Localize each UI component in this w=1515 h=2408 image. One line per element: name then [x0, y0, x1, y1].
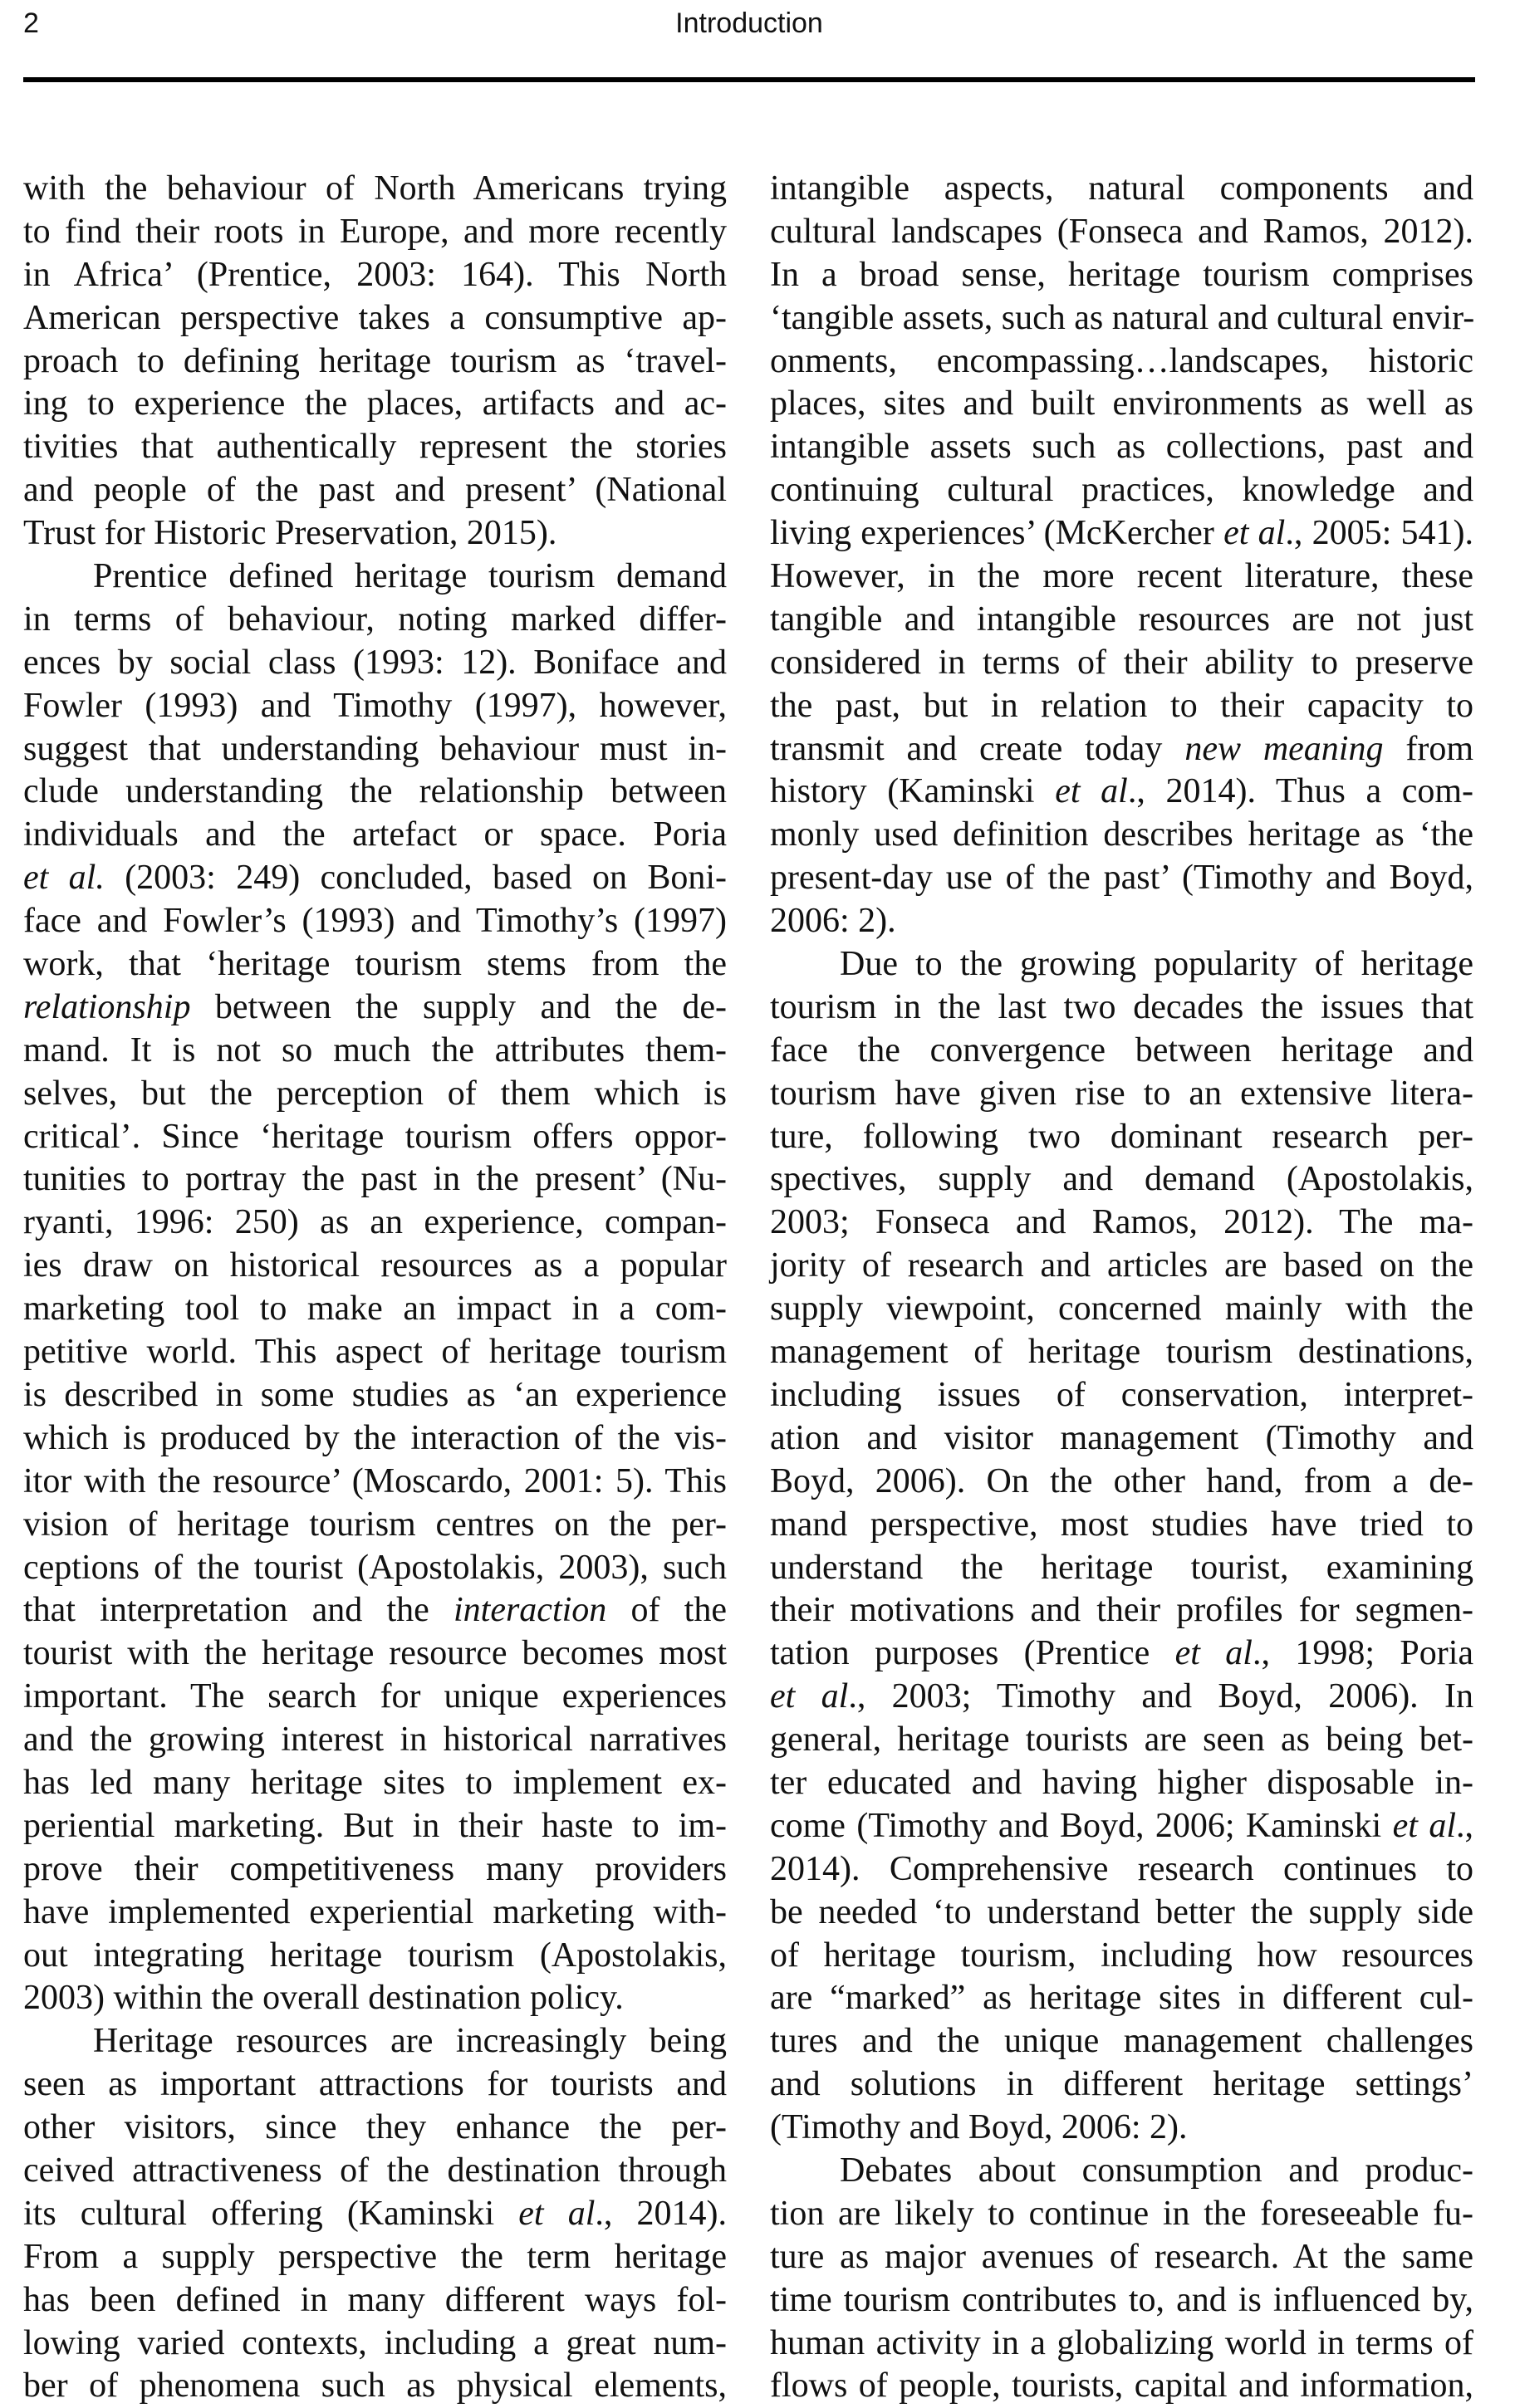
text-line: ceived attractiveness of the destination through: [23, 2151, 727, 2190]
text-line: ing to experience the places, artifacts and ac-: [23, 384, 727, 423]
text-line: ter educated and having higher disposable in-: [770, 1763, 1473, 1802]
text-line: in Africa’ (Prentice, 2003: 164). This North: [23, 255, 727, 294]
text-line: ture, following two dominant research per-: [770, 1117, 1473, 1156]
text-line: From a supply perspective the term heritage: [23, 2237, 727, 2276]
text-line: Debates about consumption and produc-: [840, 2151, 1473, 2190]
text-line: 2014). Comprehensive research continues to: [770, 1849, 1473, 1888]
italic-run: interaction: [453, 1591, 607, 1630]
text-line: which is produced by the interaction of the vis-: [23, 1418, 727, 1457]
text-line: tion are likely to continue in the foreseeable fu-: [770, 2194, 1473, 2233]
text-line: supply viewpoint, concerned mainly with the: [770, 1290, 1473, 1329]
text-line: individuals and the artefact or space. Poria: [23, 815, 727, 854]
italic-run: relationship: [23, 987, 191, 1026]
text-line: 2003; Fonseca and Ramos, 2012). The ma-: [770, 1203, 1473, 1242]
text-line: present-day use of the past’ (Timothy and Boyd,: [770, 859, 1473, 898]
text-line: are “marked” as heritage sites in different cul-: [770, 1979, 1473, 2018]
text-line: to find their roots in Europe, and more recently: [23, 212, 727, 251]
text-line: of heritage tourism, including how resources: [770, 1936, 1473, 1975]
text-line: work, that ‘heritage tourism stems from the: [23, 945, 727, 984]
text-line: management of heritage tourism destinations,: [770, 1333, 1473, 1372]
text-line: Fowler (1993) and Timothy (1997), however,: [23, 686, 727, 725]
text-line: mand perspective, most studies have tried to: [770, 1505, 1473, 1544]
text-line: understand the heritage tourist, examining: [770, 1548, 1473, 1587]
text-line: mand. It is not so much the attributes them-: [23, 1030, 727, 1069]
text-run: its cultural offering (Kaminski: [23, 2194, 519, 2233]
text-line: periential marketing. But in their haste to im-: [23, 1806, 727, 1845]
text-line: critical’. Since ‘heritage tourism offers oppor-: [23, 1117, 727, 1156]
text-run: come (Timothy and Boyd, 2006; Kaminski: [770, 1806, 1393, 1845]
text-line: time tourism contributes to, and is influenced by,: [770, 2280, 1473, 2319]
text-line: jority of research and articles are based on the: [770, 1246, 1473, 1285]
text-line: 2006: 2).: [770, 902, 896, 941]
text-line: intangible assets such as collections, past and: [770, 428, 1473, 467]
text-run: ., 2003; Timothy and Boyd, 2006). In: [848, 1677, 1473, 1716]
text-line: [23, 986, 727, 1030]
text-line: Heritage resources are increasingly being: [93, 2022, 727, 2061]
text-line: Trust for Historic Preservation, 2015).: [23, 514, 557, 553]
text-line: itor with the resource’ (Moscardo, 2001: 5). This: [23, 1461, 727, 1500]
text-line: clude understanding the relationship between: [23, 772, 727, 811]
text-line: American perspective takes a consumptive ap-: [23, 298, 727, 337]
text-line: suggest that understanding behaviour must in-: [23, 729, 727, 768]
text-line: tivities that authentically represent the stories: [23, 428, 727, 467]
text-line: However, in the more recent literature, these: [770, 557, 1473, 596]
text-run: of the: [606, 1591, 727, 1630]
text-line: [770, 512, 1473, 556]
text-line: [770, 771, 1473, 814]
text-line: [770, 1632, 1473, 1676]
text-line: Boyd, 2006). On the other hand, from a de-: [770, 1461, 1473, 1500]
text-line: human activity in a globalizing world in terms of: [770, 2323, 1473, 2362]
text-line: tunities to portray the past in the present’ (Nu-: [23, 1160, 727, 1199]
italic-run: et al.: [23, 859, 105, 898]
text-line: ceptions of the tourist (Apostolakis, 2003), such: [23, 1548, 727, 1587]
text-line: intangible aspects, natural components and: [770, 169, 1473, 208]
text-line: seen as important attractions for tourists and: [23, 2065, 727, 2104]
text-run: transmit and create today: [770, 729, 1185, 768]
text-line: and people of the past and present’ (National: [23, 471, 727, 510]
text-line: 2003) within the overall destination policy.: [23, 1979, 624, 2018]
text-run: ., 2014).: [595, 2194, 727, 2233]
text-line: monly used definition describes heritage as ‘the: [770, 815, 1473, 854]
text-line: tourism have given rise to an extensive litera-: [770, 1074, 1473, 1113]
text-line: in terms of behaviour, noting marked differ-: [23, 600, 727, 639]
text-line: general, heritage tourists are seen as being bet-: [770, 1720, 1473, 1760]
text-line: has led many heritage sites to implement ex-: [23, 1763, 727, 1802]
italic-run: et al: [518, 2194, 596, 2233]
text-run: that interpretation and the: [23, 1591, 454, 1630]
text-line: prove their competitiveness many providers: [23, 1849, 727, 1888]
text-line: [770, 1676, 1473, 1719]
text-line: has been defined in many different ways fol-: [23, 2280, 727, 2319]
text-line: cultural landscapes (Fonseca and Ramos, 2012).: [770, 212, 1473, 251]
text-line: Prentice defined heritage tourism demand: [93, 557, 727, 596]
text-line: ences by social class (1993: 12). Boniface and: [23, 643, 727, 682]
text-line: [23, 857, 727, 900]
text-line: tures and the unique management challenges: [770, 2022, 1473, 2061]
italic-run: et al: [1223, 514, 1286, 553]
text-run: ., 2005: 541).: [1285, 514, 1474, 553]
text-line: ryanti, 1996: 250) as an experience, compan-: [23, 1203, 727, 1242]
text-line: Due to the growing popularity of heritage: [840, 945, 1473, 984]
page-number: 2: [23, 7, 39, 39]
text-run: .,: [1456, 1806, 1473, 1845]
text-run: ., 2014). Thus a com-: [1127, 772, 1474, 811]
italic-run: new meaning: [1184, 729, 1384, 768]
text-line: other visitors, since they enhance the per-: [23, 2108, 727, 2147]
text-line: continuing cultural practices, knowledge and: [770, 471, 1473, 510]
text-line: (Timothy and Boyd, 2006: 2).: [770, 2108, 1188, 2147]
text-line: be needed ‘to understand better the supply side: [770, 1892, 1473, 1931]
text-line: the past, but in relation to their capacity to: [770, 686, 1473, 725]
text-line: important. The search for unique experiences: [23, 1677, 727, 1716]
text-line: ‘tangible assets, such as natural and cultural envir-: [770, 298, 1475, 337]
text-line: marketing tool to make an impact in a com-: [23, 1290, 727, 1329]
text-line: and the growing interest in historical narratives: [23, 1720, 727, 1760]
text-line: face the convergence between heritage and: [770, 1030, 1473, 1069]
text-line: including issues of conservation, interpret-: [770, 1375, 1473, 1414]
right-column: [770, 168, 1473, 2408]
text-line: flows of people, tourists, capital and information,: [770, 2366, 1473, 2406]
left-column: [23, 168, 727, 2408]
text-run: ., 1998; Poria: [1252, 1634, 1474, 1673]
italic-run: et al: [770, 1677, 849, 1716]
text-line: ies draw on historical resources as a popular: [23, 1246, 727, 1285]
text-line: is described in some studies as ‘an experience: [23, 1375, 727, 1414]
text-line: tangible and intangible resources are not just: [770, 600, 1473, 639]
text-line: [770, 728, 1473, 771]
text-line: In a broad sense, heritage tourism comprises: [770, 255, 1473, 294]
text-line: [23, 1589, 727, 1632]
text-line: ber of phenomena such as physical elements,: [23, 2366, 727, 2406]
text-line: proach to defining heritage tourism as ‘travel-: [23, 341, 727, 380]
text-line: lowing varied contexts, including a great num-: [23, 2323, 727, 2362]
text-line: face and Fowler’s (1993) and Timothy’s (1997): [23, 902, 727, 941]
page-header: [23, 7, 1475, 80]
text-run: between the supply and the de-: [190, 987, 727, 1026]
text-line: out integrating heritage tourism (Apostolakis,: [23, 1936, 727, 1975]
text-run: history (Kaminski: [770, 772, 1056, 811]
italic-run: et al: [1055, 772, 1128, 811]
text-run: from: [1383, 729, 1473, 768]
text-line: spectives, supply and demand (Apostolakis,: [770, 1160, 1473, 1199]
text-line: onments, encompassing…landscapes, historic: [770, 341, 1473, 380]
text-line: and solutions in different heritage settings’: [770, 2065, 1473, 2104]
text-line: [23, 2193, 727, 2236]
text-line: with the behaviour of North Americans trying: [23, 169, 727, 208]
text-line: considered in terms of their ability to preserve: [770, 643, 1473, 682]
text-line: tourist with the heritage resource becomes most: [23, 1634, 727, 1673]
text-run: tation purposes (Prentice: [770, 1634, 1175, 1673]
text-line: ation and visitor management (Timothy and: [770, 1418, 1473, 1457]
text-line: [770, 1805, 1473, 1848]
header-rule: [23, 77, 1475, 82]
italic-run: et al: [1174, 1634, 1253, 1673]
text-line: tourism in the last two decades the issues that: [770, 987, 1473, 1026]
text-line: petitive world. This aspect of heritage tourism: [23, 1333, 727, 1372]
text-line: vision of heritage tourism centres on the per-: [23, 1505, 727, 1544]
text-line: have implemented experiential marketing with-: [23, 1892, 727, 1931]
text-run: (2003: 249) concluded, based on Boni-: [104, 859, 727, 898]
text-line: ture as major avenues of research. At the same: [770, 2237, 1473, 2276]
italic-run: et al: [1392, 1806, 1456, 1845]
text-line: their motivations and their profiles for segmen-: [770, 1591, 1473, 1630]
running-head: Introduction: [675, 7, 823, 39]
text-line: places, sites and built environments as well as: [770, 384, 1473, 423]
text-line: selves, but the perception of them which is: [23, 1074, 727, 1113]
text-run: living experiences’ (McKercher: [770, 514, 1224, 553]
